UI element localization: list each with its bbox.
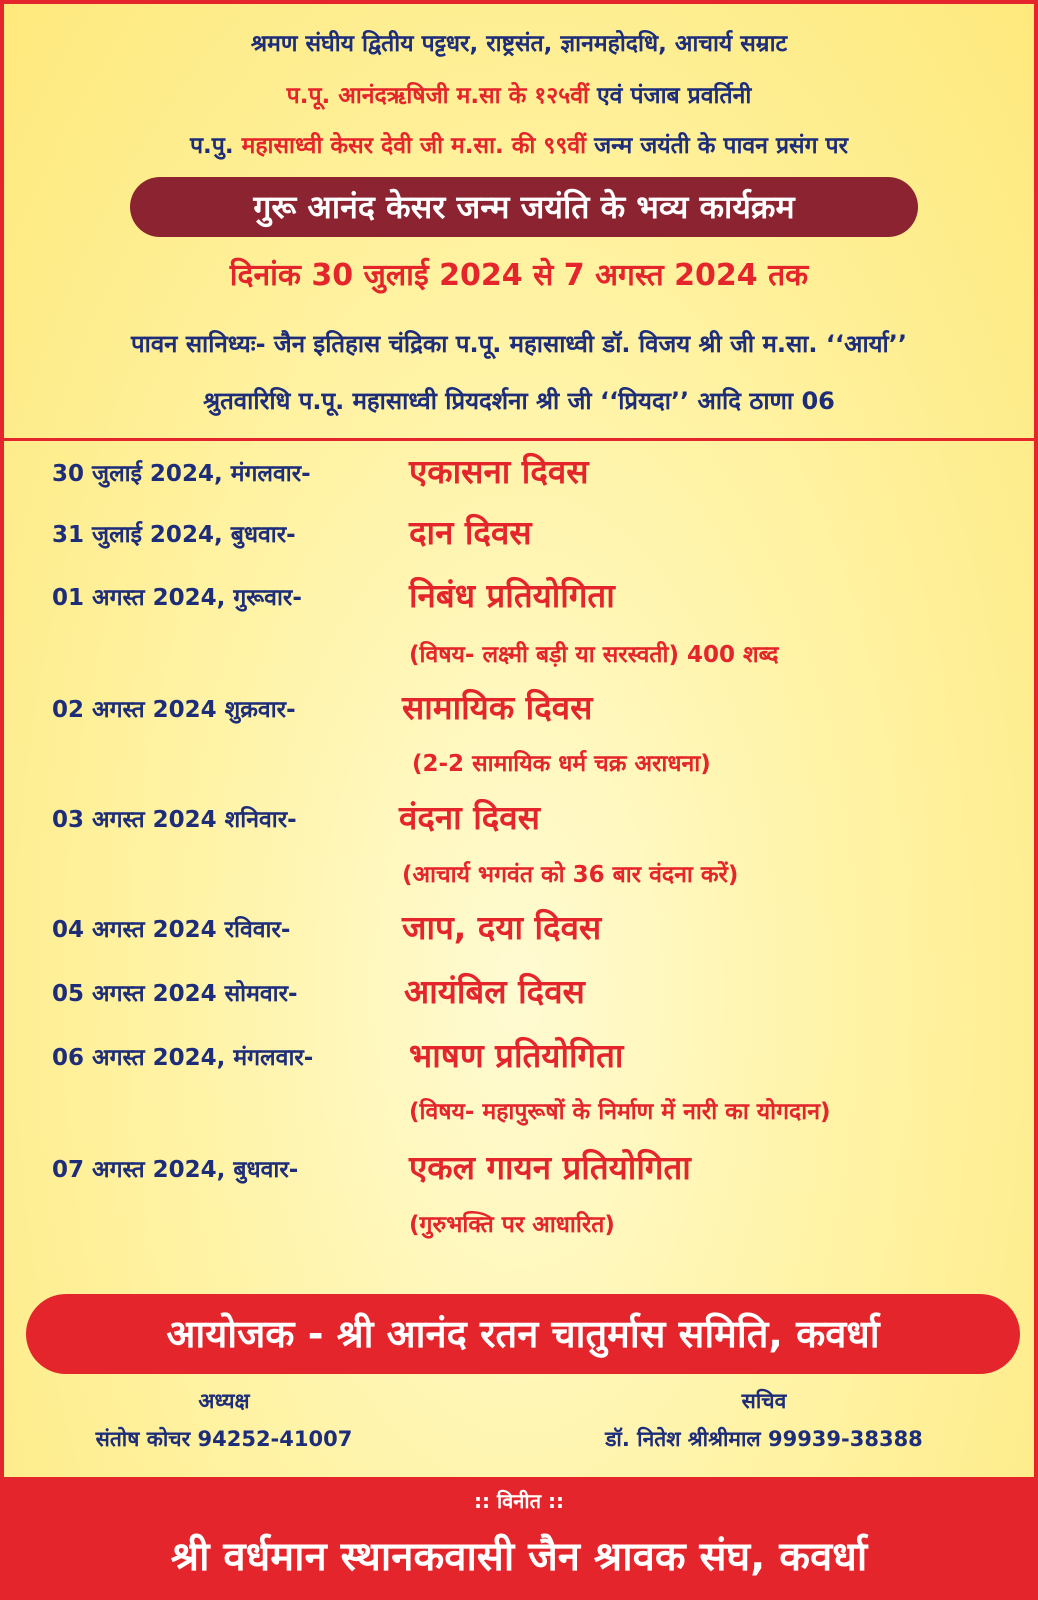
- president-name: संतोष कोचर 94252-41007: [95, 1427, 353, 1451]
- footer-sangh-name: श्री वर्धमान स्थानकवासी जैन श्रावक संघ, कवर्धा: [170, 1534, 868, 1580]
- date-range: दिनांक 30 जुलाई 2024 से 7 अगस्त 2024 तक: [229, 258, 809, 293]
- header-line-3-highlight: महासाध्वी केसर देवी जी म.सा. की ९९वीं: [241, 133, 587, 159]
- footer-greeting: :: विनीत ::: [474, 1489, 564, 1513]
- header-line-1: श्रमण संघीय द्वितीय पट्टधर, राष्ट्रसंत, ज्ञानमहोदधि, आचार्य सम्राट: [250, 31, 788, 57]
- schedule-date: 01 अगस्त 2024, गुरूवार-: [52, 585, 302, 611]
- header-line-3-prefix: प.पु.: [189, 133, 242, 159]
- schedule-title: एकासना दिवस: [409, 452, 589, 491]
- header-line-3-rest: जन्म जयंती के पावन प्रसंग पर: [586, 133, 849, 159]
- schedule-title: भाषण प्रतियोगिता: [409, 1036, 624, 1075]
- schedule-date: 31 जुलाई 2024, बुधवार-: [52, 522, 296, 548]
- schedule-title: आयंबिल दिवस: [404, 972, 585, 1011]
- schedule-date: 07 अगस्त 2024, बुधवार-: [52, 1157, 299, 1183]
- schedule-note: (विषय- लक्ष्मी बड़ी या सरस्वती) 400 शब्द: [409, 642, 779, 668]
- header-line-2-rest: एवं पंजाब प्रवर्तिनी: [588, 83, 752, 109]
- schedule-note: (गुरुभक्ति पर आधारित): [409, 1212, 615, 1238]
- schedule-note: (2-2 सामायिक धर्म चक्र अराधना): [412, 751, 711, 777]
- presence-line-2: श्रुतवारिधि प.पू. महासाध्वी प्रियदर्शना श्री जी ‘‘प्रियदा’’ आदि ठाणा 06: [203, 387, 835, 415]
- schedule-title: सामायिक दिवस: [402, 688, 593, 727]
- header-line-3: [4, 128, 1034, 160]
- schedule-title: दान दिवस: [409, 513, 532, 552]
- secretary-role: सचिव: [741, 1389, 787, 1413]
- poster-header: [4, 4, 1034, 441]
- schedule-title: एकल गायन प्रतियोगिता: [409, 1148, 691, 1187]
- schedule-date: 04 अगस्त 2024 रविवार-: [52, 917, 291, 943]
- secretary-block: [564, 1387, 964, 1453]
- schedule-date: 06 अगस्त 2024, मंगलवार-: [52, 1045, 314, 1071]
- poster-footer: [4, 1477, 1034, 1600]
- secretary-name: डॉ. नितेश श्रीश्रीमाल 99939-38388: [605, 1427, 923, 1451]
- program-title-banner: गुरू आनंद केसर जन्म जयंति के भव्य कार्यक्रम: [130, 177, 918, 237]
- schedule-title: जाप, दया दिवस: [402, 908, 602, 947]
- organizer-banner: आयोजक - श्री आनंद रतन चातुर्मास समिति, कवर्धा: [26, 1294, 1020, 1374]
- schedule-date: 30 जुलाई 2024, मंगलवार-: [52, 461, 311, 487]
- schedule-note: (आचार्य भगवंत को 36 बार वंदना करें): [402, 862, 739, 888]
- header-line-2-highlight: प.पू. आनंदऋषिजी म.सा के १२५वीं: [286, 83, 589, 109]
- presence-line-1: पावन सानिध्यः- जैन इतिहास चंद्रिका प.पू. महासाध्वी डॉ. विजय श्री जी म.सा. ‘‘आर्या’’: [130, 330, 908, 358]
- schedule-title: वंदना दिवस: [399, 798, 540, 837]
- schedule-title: निबंध प्रतियोगिता: [409, 576, 615, 615]
- schedule-note: (विषय- महापुरूषों के निर्माण में नारी का योगदान): [409, 1099, 831, 1125]
- schedule-date: 02 अगस्त 2024 शुक्रवार-: [52, 697, 296, 723]
- schedule-date: 05 अगस्त 2024 सोमवार-: [52, 981, 298, 1007]
- header-line-2: [4, 78, 1034, 110]
- president-role: अध्यक्ष: [198, 1389, 250, 1413]
- president-block: [64, 1387, 384, 1453]
- schedule-date: 03 अगस्त 2024 शनिवार-: [52, 807, 297, 833]
